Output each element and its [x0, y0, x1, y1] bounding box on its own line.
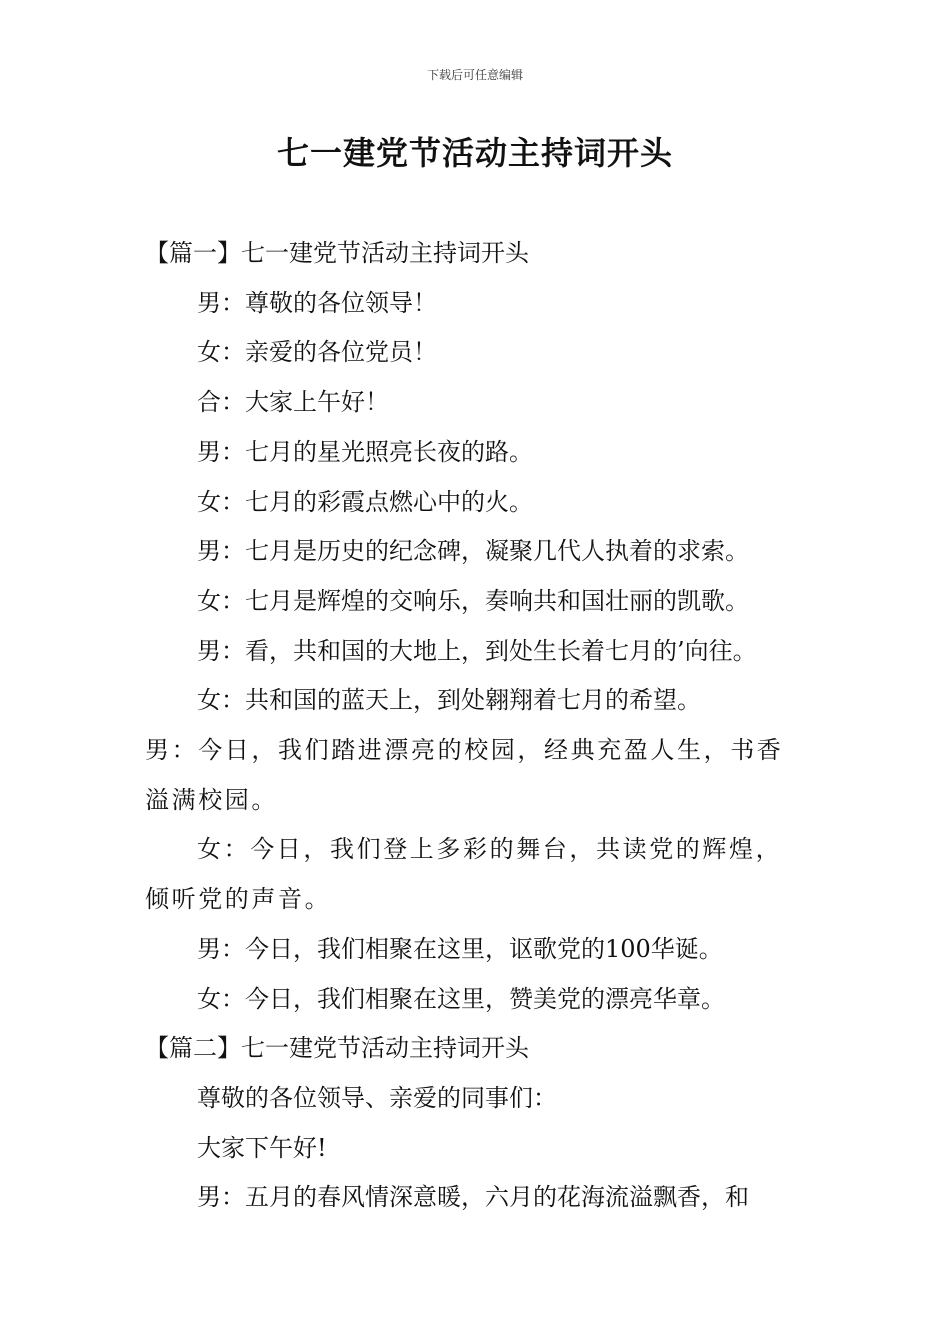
dialogue-line: 女：今日，我们相聚在这里，赞美党的漂亮华章。: [197, 984, 725, 1013]
section-heading-1: 【篇一】七一建党节活动主持词开头: [145, 239, 529, 267]
document-body: [145, 229, 807, 1223]
dialogue-line: 大家下午好!: [197, 1133, 327, 1162]
dialogue-line: 女：七月是辉煌的交响乐，奏响共和国壮丽的凯歌。: [197, 586, 749, 615]
dialogue-line: 男：看，共和国的大地上，到处生长着七月的’向往。: [197, 636, 757, 665]
section-heading-2: 【篇二】七一建党节活动主持词开头: [145, 1034, 529, 1063]
dialogue-line: 男：五月的春风情深意暖，六月的花海流溢飘香，和: [197, 1183, 749, 1212]
document-title: 七一建党节活动主持词开头: [276, 134, 673, 172]
dialogue-line: 男：七月的星光照亮长夜的路。: [197, 437, 533, 466]
dialogue-line: 男：今日，我们踏进漂亮的校园，经典充盈人生，书香溢满校园。: [145, 736, 784, 814]
dialogue-line: 合：大家上午好！: [197, 388, 389, 417]
dialogue-line: 女：今日，我们登上多彩的舞台，共读党的辉煌，倾听党的声音。: [145, 835, 783, 914]
dialogue-line: 男：七月是历史的纪念碑，凝聚几代人执着的求索。: [197, 537, 749, 566]
dialogue-line: 女：共和国的蓝天上，到处翱翔着七月的希望。: [197, 686, 701, 715]
dialogue-line: 男：尊敬的各位领导！: [197, 288, 437, 317]
dialogue-line: 尊敬的各位领导、亲爱的同事们：: [197, 1083, 557, 1112]
dialogue-line: 女：七月的彩霞点燃心中的火。: [197, 487, 533, 516]
dialogue-line: 男：今日，我们相聚在这里，讴歌党的100华诞。: [197, 934, 723, 963]
page-header-note: 下载后可任意编辑: [426, 68, 523, 82]
dialogue-line: 女：亲爱的各位党员！: [197, 338, 437, 367]
